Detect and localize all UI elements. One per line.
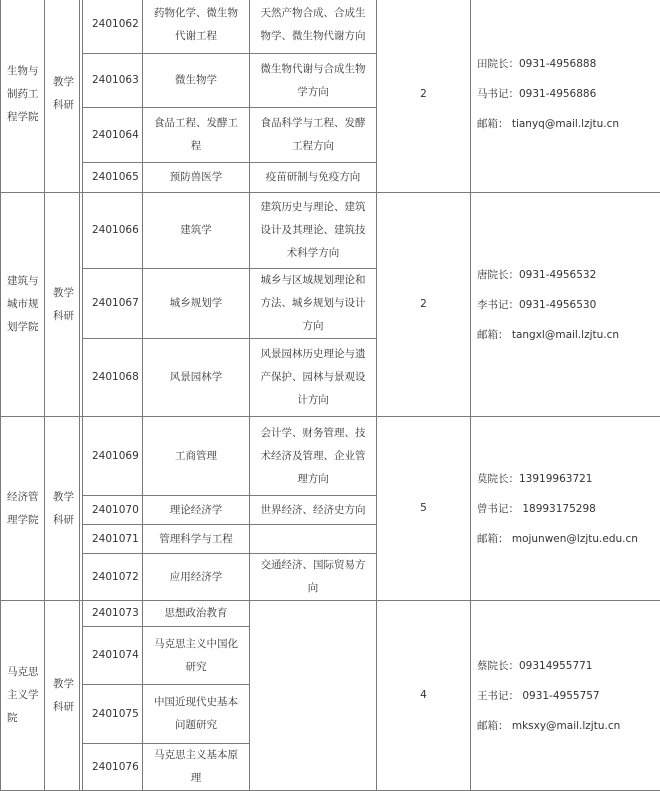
- secretary-phone: 马书记：0931-4956886: [477, 86, 652, 102]
- major-name: 药物化学、微生物代谢工程: [143, 0, 250, 54]
- dean-phone: 蔡院长：09314955771: [477, 658, 652, 674]
- research-direction: 建筑历史与理论、建筑设计及其理论、建筑技术科学方向: [250, 193, 377, 269]
- contact-info: [471, 193, 660, 417]
- secretary-phone: 王书记： 0931-4955757: [477, 688, 652, 704]
- research-direction: [250, 525, 377, 554]
- contact-info: [471, 0, 660, 193]
- contact-info: [471, 417, 660, 601]
- major-name: 建筑学: [143, 193, 250, 269]
- research-direction: 交通经济、国际贸易方向: [250, 554, 377, 601]
- research-direction: 世界经济、经济史方向: [250, 496, 377, 525]
- college-name: 建筑与城市规划学院: [1, 193, 45, 417]
- research-direction: 疫苗研制与免疫方向: [250, 163, 377, 193]
- position-type: 教学科研: [45, 193, 80, 417]
- position-count: 2: [377, 0, 471, 193]
- major-name: 理论经济学: [143, 496, 250, 525]
- major-code: 2401068: [83, 339, 143, 417]
- major-name: 微生物学: [143, 54, 250, 108]
- major-code: 2401073: [83, 601, 143, 627]
- major-code: 2401072: [83, 554, 143, 601]
- major-code: 2401069: [83, 417, 143, 496]
- major-code: 2401066: [83, 193, 143, 269]
- research-direction: [250, 601, 377, 791]
- research-direction: 食品科学与工程、发酵工程方向: [250, 108, 377, 163]
- major-code: 2401070: [83, 496, 143, 525]
- email: 邮箱： tangxl@mail.lzjtu.cn: [477, 327, 652, 343]
- email: 邮箱： mksxy@mail.lzjtu.cn: [477, 718, 652, 734]
- table-row: [1, 193, 660, 269]
- table-row: [1, 601, 660, 627]
- college-name: 马克思主义学院: [1, 601, 45, 791]
- major-code: 2401076: [83, 744, 143, 791]
- research-direction: 微生物代谢与合成生物学方向: [250, 54, 377, 108]
- major-name: 思想政治教育: [143, 601, 250, 627]
- secretary-phone: 曾书记： 18993175298: [477, 501, 652, 517]
- major-code: 2401062: [83, 0, 143, 54]
- major-code: 2401067: [83, 269, 143, 339]
- dean-phone: 田院长：0931-4956888: [477, 56, 652, 72]
- research-direction: 天然产物合成、合成生物学、微生物代谢方向: [250, 0, 377, 54]
- dean-phone: 唐院长：0931-4956532: [477, 267, 652, 283]
- college-name: 经济管理学院: [1, 417, 45, 601]
- major-name: 城乡规划学: [143, 269, 250, 339]
- research-direction: 会计学、财务管理、技术经济及管理、企业管理方向: [250, 417, 377, 496]
- major-code: 2401063: [83, 54, 143, 108]
- research-direction: 风景园林历史理论与遗产保护、园林与景观设计方向: [250, 339, 377, 417]
- research-direction: 城乡与区域规划理论和方法、城乡规划与设计方向: [250, 269, 377, 339]
- major-name: 中国近现代史基本问题研究: [143, 685, 250, 744]
- major-name: 工商管理: [143, 417, 250, 496]
- major-code: 2401075: [83, 685, 143, 744]
- major-name: 食品工程、发酵工程: [143, 108, 250, 163]
- major-name: 管理科学与工程: [143, 525, 250, 554]
- major-name: 应用经济学: [143, 554, 250, 601]
- major-code: 2401071: [83, 525, 143, 554]
- major-name: 风景园林学: [143, 339, 250, 417]
- major-name: 预防兽医学: [143, 163, 250, 193]
- table-row: [1, 417, 660, 496]
- position-type: 教学科研: [45, 0, 80, 193]
- major-code: 2401065: [83, 163, 143, 193]
- table-row: [1, 0, 660, 54]
- major-name: 马克思主义基本原理: [143, 744, 250, 791]
- contact-info: [471, 601, 660, 791]
- position-type: 教学科研: [45, 417, 80, 601]
- position-count: 4: [377, 601, 471, 791]
- email: 邮箱： tianyq@mail.lzjtu.cn: [477, 116, 652, 132]
- position-count: 5: [377, 417, 471, 601]
- major-name: 马克思主义中国化研究: [143, 627, 250, 685]
- college-name: 生物与制药工程学院: [1, 0, 45, 193]
- position-count: 2: [377, 193, 471, 417]
- major-code: 2401064: [83, 108, 143, 163]
- position-type: 教学科研: [45, 601, 80, 791]
- email: 邮箱： mojunwen@lzjtu.edu.cn: [477, 531, 652, 547]
- major-code: 2401074: [83, 627, 143, 685]
- dean-phone: 莫院长：13919963721: [477, 471, 652, 487]
- secretary-phone: 李书记：0931-4956530: [477, 297, 652, 313]
